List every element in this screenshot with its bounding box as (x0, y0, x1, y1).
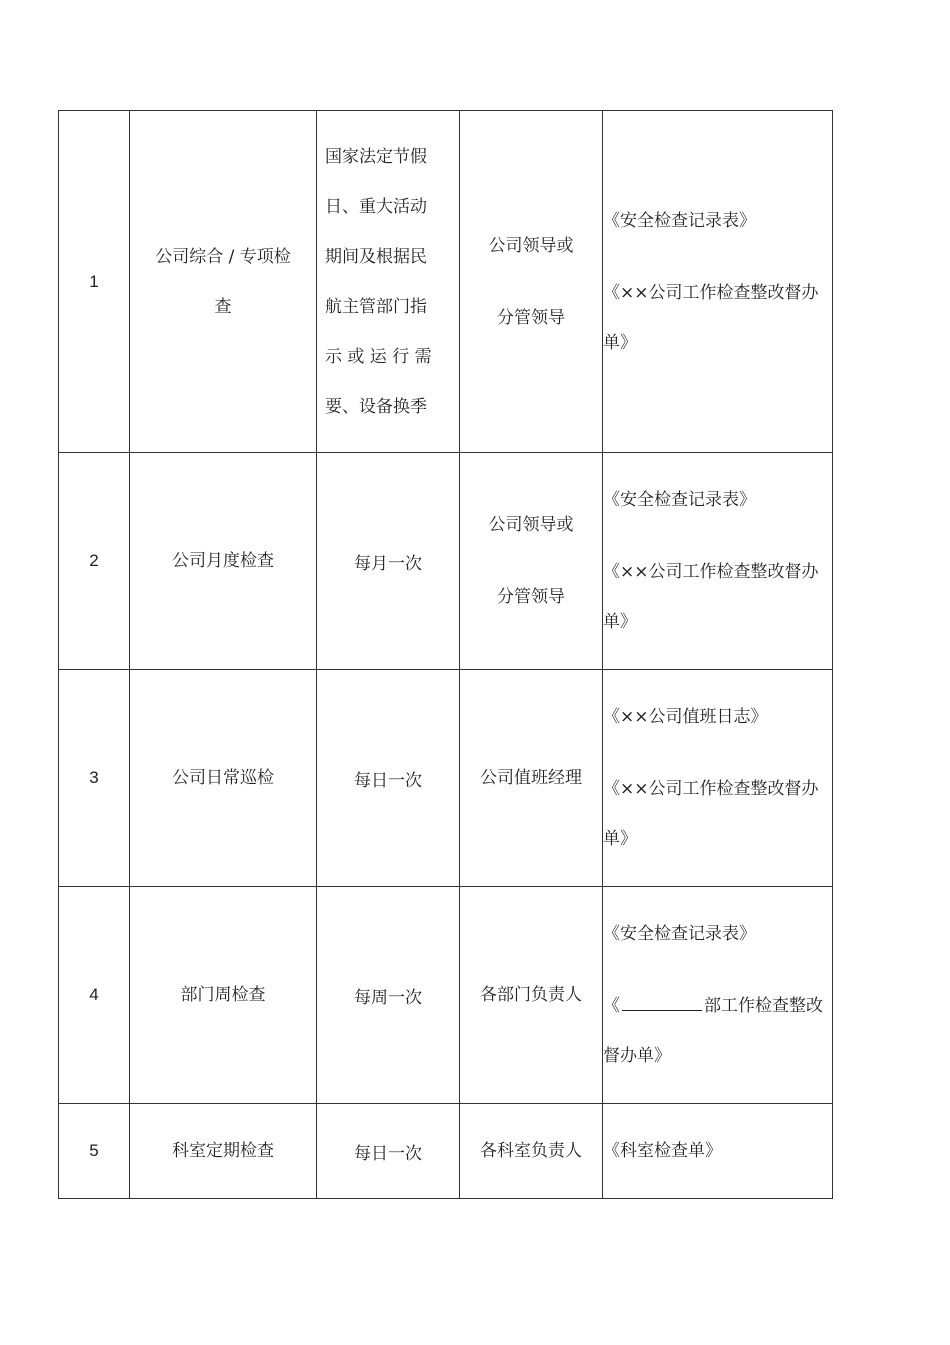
record-suffix: 部工作检查整改督办单》 (603, 996, 823, 1066)
table-row (59, 887, 833, 1104)
record-item: 《安全检查记录表》 (603, 210, 756, 231)
inspection-frequency (317, 111, 460, 453)
record-item: 《安全检查记录表》 (603, 924, 756, 944)
inspection-type (130, 453, 317, 670)
record-item: 《××公司工作检查整改督办单》 (603, 562, 819, 632)
row-number: 3 (59, 670, 130, 887)
text-line: 每周一次 (354, 987, 422, 1008)
table-row (59, 453, 833, 670)
inspection-type (130, 111, 317, 453)
text-line: 每日一次 (354, 1143, 422, 1164)
records (603, 1104, 833, 1199)
inspection-frequency (317, 887, 460, 1104)
inspection-frequency (317, 670, 460, 887)
text-line: 公司日常巡检 (172, 768, 274, 788)
organizer (460, 111, 603, 453)
record-item: 《××公司值班日志》 (603, 707, 768, 727)
inspection-type (130, 670, 317, 887)
inspection-type (130, 1104, 317, 1199)
row-number: 1 (59, 111, 130, 453)
text-line: 每日一次 (354, 770, 422, 791)
record-item: 《科室检查单》 (603, 1141, 722, 1161)
row-number: 2 (59, 453, 130, 670)
table-row (59, 1104, 833, 1199)
text-line: 部门周检查 (180, 985, 266, 1005)
row-number: 4 (59, 887, 130, 1104)
record-item: 《××公司工作检查整改督办单》 (603, 282, 819, 353)
row-number: 5 (59, 1104, 130, 1199)
organizer (460, 887, 603, 1104)
records (603, 670, 833, 887)
text-line: 分管领导 (497, 587, 565, 607)
table-row (59, 111, 833, 453)
text-line: 每月一次 (354, 553, 422, 574)
text-line: 公司领导或 (488, 515, 574, 535)
text-line: 国家法定节假 (325, 146, 427, 167)
organizer (460, 670, 603, 887)
record-item: 《安全检查记录表》 (603, 490, 756, 510)
text-line: 查 (214, 296, 232, 317)
text-line: 各部门负责人 (480, 985, 582, 1005)
inspection-frequency (317, 453, 460, 670)
text-line: 航主管部门指 (325, 296, 427, 317)
table-row (59, 670, 833, 887)
text-line: 分管领导 (497, 307, 565, 328)
records (603, 453, 833, 670)
records (603, 887, 833, 1104)
records (603, 111, 833, 453)
organizer (460, 453, 603, 670)
text-line: 公司综合 / 专项检 (155, 246, 291, 267)
text-line: 科室定期检查 (172, 1141, 274, 1161)
text-line: 要、设备换季 (325, 396, 427, 417)
organizer (460, 1104, 603, 1199)
text-line: 公司领导或 (488, 235, 574, 256)
record-prefix: 《 (603, 996, 620, 1016)
fill-in-blank (622, 992, 702, 1011)
text-line: 示 或 运 行 需 (325, 346, 432, 367)
inspection-schedule-table (58, 110, 833, 1199)
record-item-with-blank (603, 981, 832, 1081)
inspection-frequency (317, 1104, 460, 1199)
inspection-type (130, 887, 317, 1104)
text-line: 公司值班经理 (480, 768, 582, 788)
text-line: 公司月度检查 (172, 551, 274, 571)
record-item: 《××公司工作检查整改督办单》 (603, 779, 819, 849)
text-line: 期间及根据民 (325, 246, 427, 267)
text-line: 日、重大活动 (325, 196, 427, 217)
text-line: 各科室负责人 (480, 1141, 582, 1161)
